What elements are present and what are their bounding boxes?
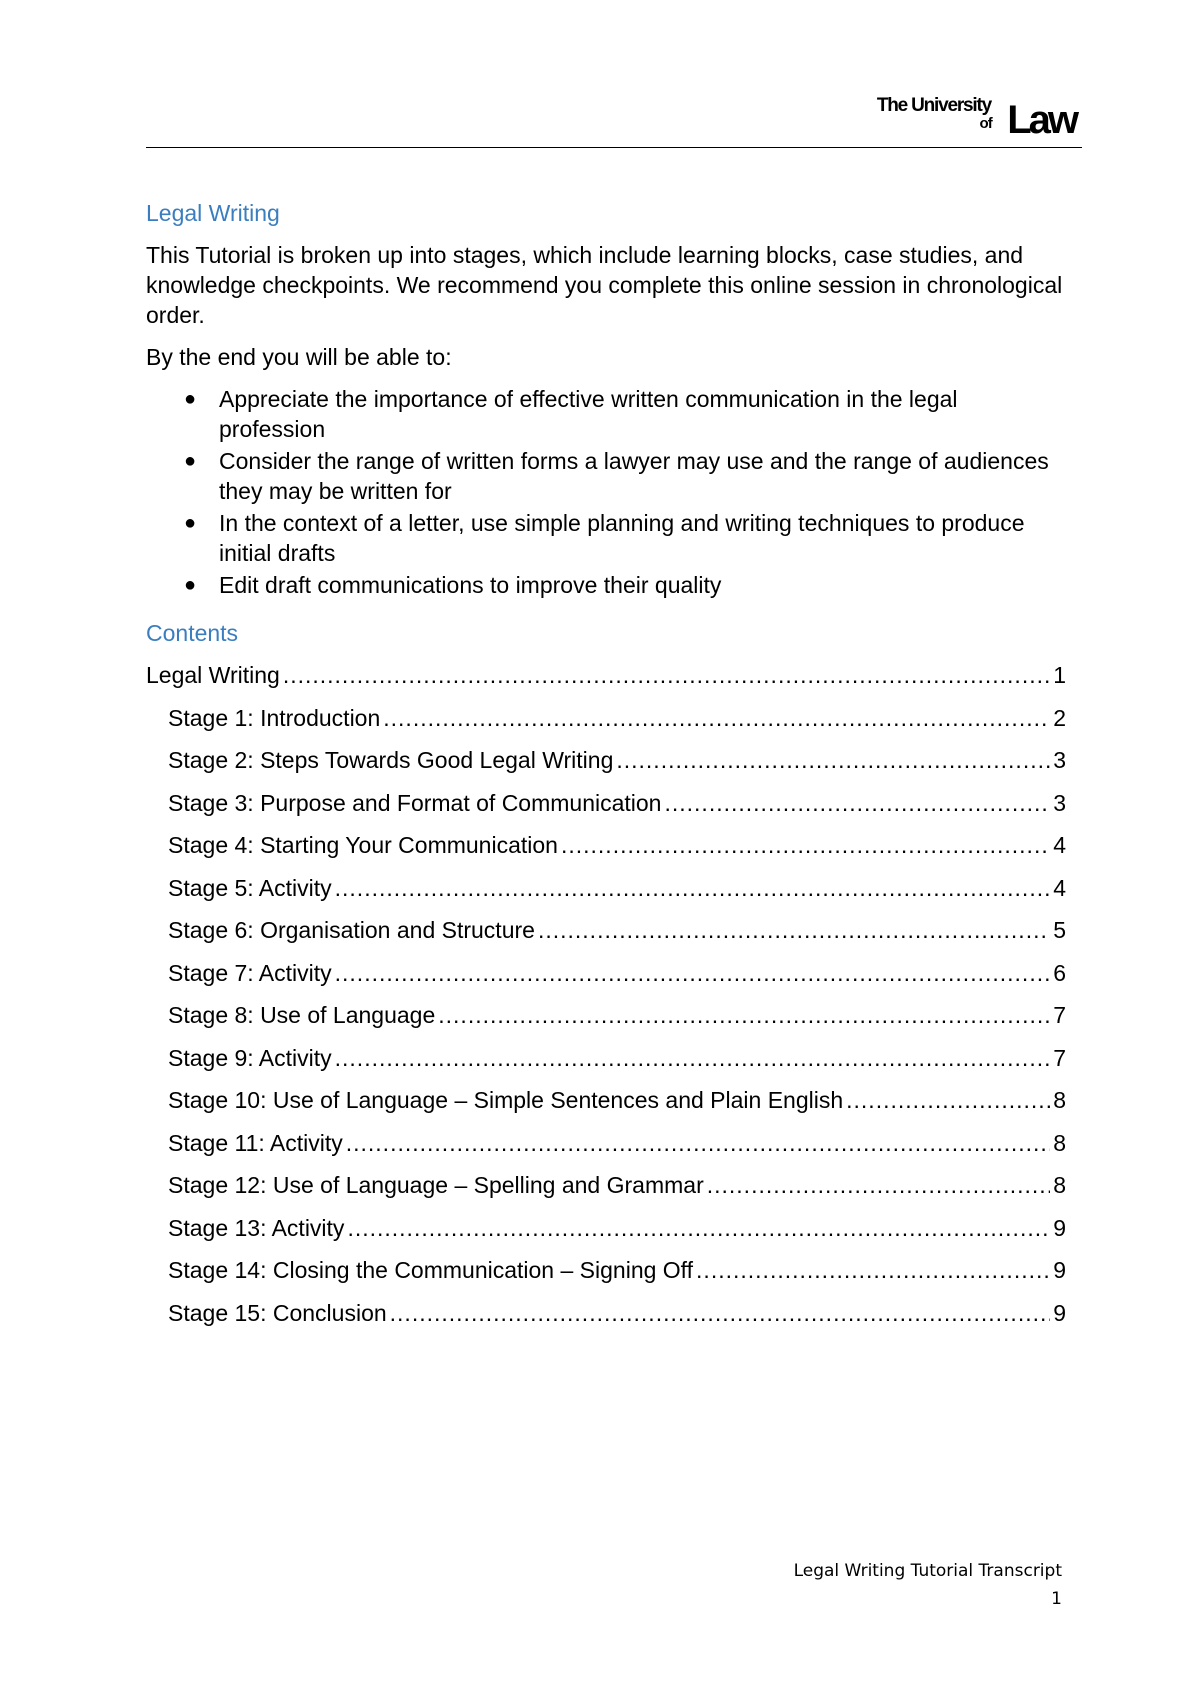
- toc-leader: [335, 958, 1051, 988]
- toc-entry-stage-7[interactable]: Stage 7: Activity ..... 6: [146, 958, 1066, 988]
- list-item: ● Consider the range of written forms a lawyer may use and the range of audiences they may be written for: [184, 448, 1049, 504]
- logo-line-3: Law: [1007, 98, 1076, 142]
- toc-leader: [538, 915, 1050, 945]
- toc-leader: [335, 873, 1051, 903]
- page-footer: [794, 1557, 1062, 1613]
- outcomes-lead: By the end you will be able to:: [146, 344, 452, 370]
- bullet-icon: ●: [184, 512, 197, 534]
- list-item: ● Edit draft communications to improve their quality: [184, 572, 722, 598]
- toc-leader: [438, 1000, 1050, 1030]
- table-of-contents: [146, 660, 1066, 1328]
- toc-entry-stage-5[interactable]: Stage 5: Activity ..... 4: [146, 873, 1066, 903]
- footer-doc-title: Legal Writing Tutorial Transcript: [793, 1561, 1062, 1581]
- toc-entry-stage-2[interactable]: Stage 2: Steps Towards Good Legal Writing ..... 3: [146, 745, 1066, 775]
- toc-leader: [616, 745, 1050, 775]
- toc-entry-stage-4[interactable]: Stage 4: Starting Your Communication ..... 4: [146, 830, 1066, 860]
- logo-line-2: of: [979, 115, 992, 132]
- toc-leader: [335, 1043, 1051, 1073]
- toc-entry-stage-10[interactable]: Stage 10: Use of Language – Simple Sentences and Plain English ..... 8: [146, 1085, 1066, 1115]
- intro-paragraph: This Tutorial is broken up into stages, which include learning blocks, case studies, and knowledge checkpoints. We recommend you complete this online session in chronological order.: [146, 242, 1063, 328]
- toc-leader: [561, 830, 1050, 860]
- university-logo: [866, 95, 1076, 141]
- list-item: ● Appreciate the importance of effective written communication in the legal profession: [184, 386, 958, 442]
- toc-entry-stage-1[interactable]: Stage 1: Introduction ..... 2: [146, 703, 1066, 733]
- contents-heading: Contents: [146, 620, 239, 646]
- toc-leader: [347, 1213, 1050, 1243]
- page-title: Legal Writing: [146, 200, 280, 226]
- toc-entry-stage-3[interactable]: Stage 3: Purpose and Format of Communication ..... 3: [146, 788, 1066, 818]
- bullet-icon: ●: [184, 450, 197, 472]
- toc-entry-stage-11[interactable]: Stage 11: Activity ..... 8: [146, 1128, 1066, 1158]
- toc-entry-stage-15[interactable]: Stage 15: Conclusion ..... 9: [146, 1298, 1066, 1328]
- toc-entry-stage-12[interactable]: Stage 12: Use of Language – Spelling and Grammar ..... 8: [146, 1170, 1066, 1200]
- footer-page-number: 1: [1051, 1589, 1062, 1609]
- list-item: ● In the context of a letter, use simple planning and writing techniques to produce initial drafts: [184, 510, 1025, 566]
- toc-leader: [346, 1128, 1050, 1158]
- toc-entry-legal-writing[interactable]: Legal Writing ..... 1: [146, 660, 1066, 690]
- header-rule: [146, 147, 1082, 148]
- toc-leader: [846, 1085, 1050, 1115]
- toc-leader: [390, 1298, 1051, 1328]
- toc-leader: [707, 1170, 1050, 1200]
- toc-entry-stage-8[interactable]: Stage 8: Use of Language ..... 7: [146, 1000, 1066, 1030]
- outcomes-list: [146, 384, 1066, 600]
- toc-leader: [664, 788, 1050, 818]
- toc-leader: [696, 1255, 1050, 1285]
- logo-line-1: The University: [876, 95, 991, 116]
- main-content: [146, 198, 1066, 1340]
- toc-entry-stage-13[interactable]: Stage 13: Activity ..... 9: [146, 1213, 1066, 1243]
- toc-leader: [283, 660, 1050, 690]
- toc-entry-stage-14[interactable]: Stage 14: Closing the Communication – Signing Off ..... 9: [146, 1255, 1066, 1285]
- bullet-icon: ●: [184, 574, 197, 596]
- toc-entry-stage-6[interactable]: Stage 6: Organisation and Structure ..... 5: [146, 915, 1066, 945]
- toc-leader: [383, 703, 1050, 733]
- toc-entry-stage-9[interactable]: Stage 9: Activity ..... 7: [146, 1043, 1066, 1073]
- bullet-icon: ●: [184, 388, 197, 410]
